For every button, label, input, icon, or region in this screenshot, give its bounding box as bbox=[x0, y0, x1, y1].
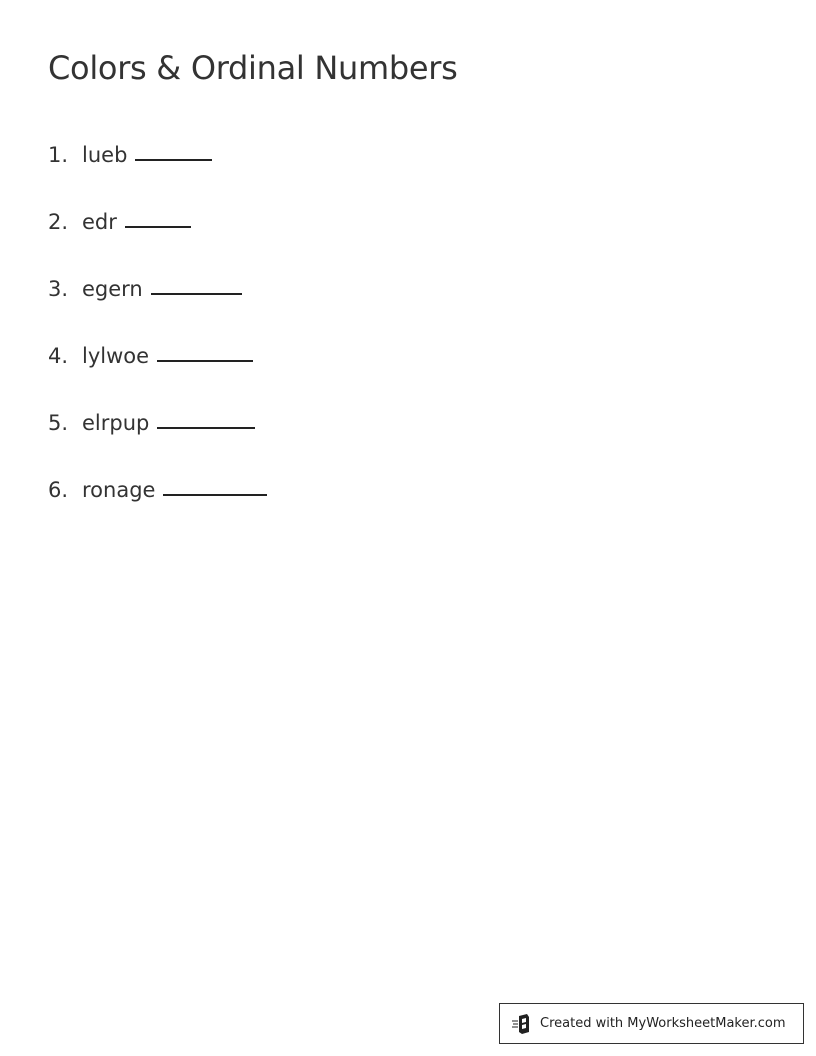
worksheet-maker-logo-icon bbox=[512, 1013, 532, 1035]
page-title: Colors & Ordinal Numbers bbox=[48, 49, 458, 87]
scrambled-word: lylwoe bbox=[82, 344, 150, 368]
scrambled-word: ronage bbox=[82, 478, 156, 502]
item-number: 6. bbox=[48, 478, 69, 502]
list-item bbox=[48, 341, 267, 408]
answer-blank[interactable] bbox=[151, 292, 242, 295]
scrambled-word: egern bbox=[82, 277, 143, 301]
answer-blank[interactable] bbox=[157, 359, 253, 362]
footer-text: Created with MyWorksheetMaker.com bbox=[540, 1016, 786, 1031]
answer-blank[interactable] bbox=[135, 158, 212, 161]
answer-blank[interactable] bbox=[157, 426, 255, 429]
list-item bbox=[48, 408, 267, 475]
footer-badge[interactable] bbox=[499, 1003, 804, 1044]
list-item bbox=[48, 140, 267, 207]
list-item bbox=[48, 475, 267, 542]
item-number: 3. bbox=[48, 277, 69, 301]
answer-blank[interactable] bbox=[163, 493, 267, 496]
item-number: 5. bbox=[48, 411, 69, 435]
item-number: 2. bbox=[48, 210, 69, 234]
item-number: 1. bbox=[48, 143, 69, 167]
list-item bbox=[48, 274, 267, 341]
scramble-list bbox=[48, 140, 267, 542]
answer-blank[interactable] bbox=[125, 225, 191, 228]
scrambled-word: elrpup bbox=[82, 411, 150, 435]
scrambled-word: edr bbox=[82, 210, 117, 234]
scrambled-word: lueb bbox=[82, 143, 128, 167]
list-item bbox=[48, 207, 267, 274]
item-number: 4. bbox=[48, 344, 69, 368]
